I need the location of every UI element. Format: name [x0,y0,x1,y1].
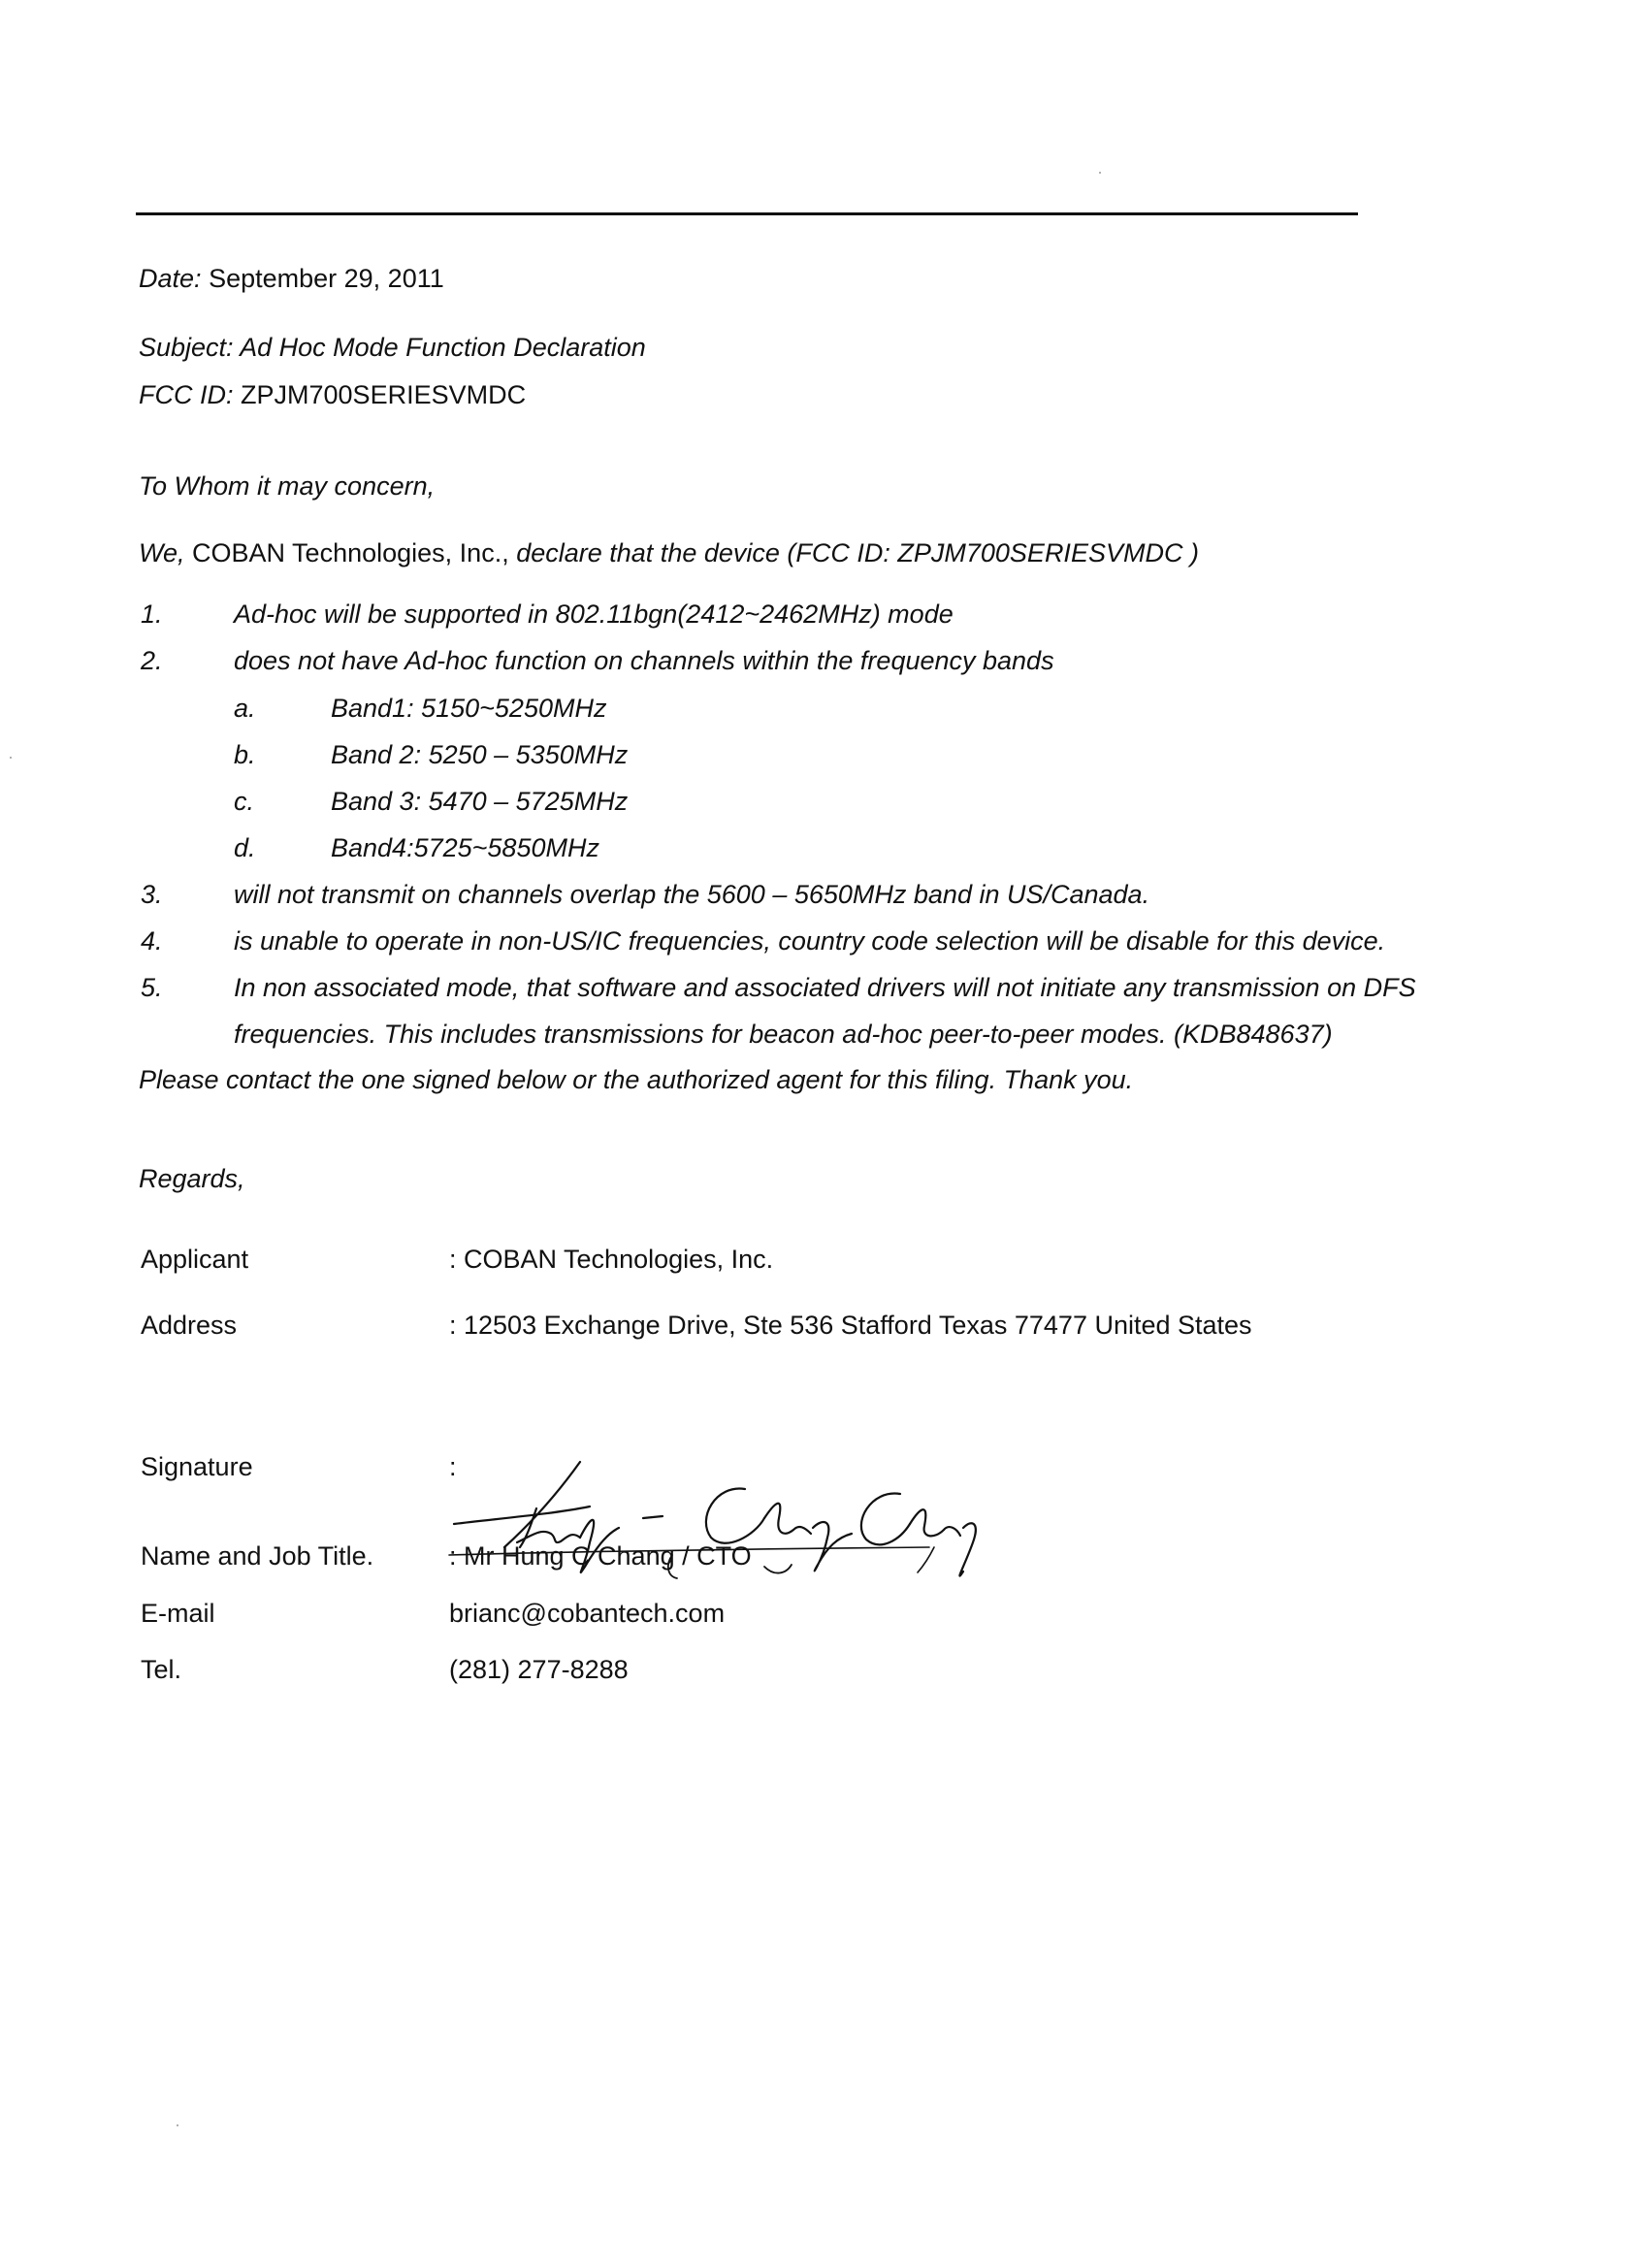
scan-speck [177,2124,178,2126]
item-text-continuation: frequencies. This includes transmissions for beacon ad-hoc peer-to-peer modes. (KDB848637) [234,1020,1333,1049]
band-letter: c. [234,787,255,816]
band-letter: a. [234,694,256,723]
item-text: is unable to operate in non-US/IC frequencies, country code selection will be disable for this device. [234,926,1386,956]
date-label: Date: [139,264,202,293]
intro-company: COBAN Technologies, Inc., [192,538,509,567]
band-letter: d. [234,833,256,862]
subject-line [139,332,646,363]
item-number: 2. [141,646,163,675]
item-text: does not have Ad-hoc function on channels within the frequency bands [234,646,1054,675]
scan-speck [1099,172,1101,174]
handwritten-signature [444,1450,987,1615]
regards: Regards, [139,1164,245,1193]
applicant-label: Applicant [141,1245,249,1274]
date-value: September 29, 2011 [209,264,444,293]
email-label: E-mail [141,1599,215,1628]
band-text: Band 3: 5470 – 5725MHz [331,787,629,816]
signature-label: Signature [141,1452,253,1481]
item-text: Ad-hoc will be supported in 802.11bgn(2412~2462MHz) mode [234,599,954,629]
band-text: Band4:5725~5850MHz [331,833,599,862]
header-rule [136,212,1358,215]
band-text: Band1: 5150~5250MHz [331,694,607,723]
address-value: : 12503 Exchange Drive, Ste 536 Stafford Texas 77477 United States [449,1311,1252,1340]
band-letter: b. [234,740,256,769]
address-label: Address [141,1311,238,1340]
item-text: In non associated mode, that software and associated drivers will not initiate any transmission on DFS [234,973,1416,1002]
scan-speck [10,757,12,759]
fcc-label: FCC ID: [139,380,234,409]
contact-note: Please contact the one signed below or the authorized agent for this filing. Thank you. [139,1065,1134,1094]
item-number: 3. [141,880,163,909]
tel-value: (281) 277-8288 [449,1655,629,1684]
tel-label: Tel. [141,1655,182,1684]
name-title-value: : Mr Hung C Chang / CTO [449,1541,752,1571]
applicant-value: : COBAN Technologies, Inc. [449,1245,774,1274]
date-line [139,263,444,294]
intro-rest: declare that the device (FCC ID: ZPJM700SERIESVMDC ) [516,538,1199,567]
fcc-line [139,379,526,410]
salutation: To Whom it may concern, [139,471,436,501]
name-title-label: Name and Job Title. [141,1541,374,1571]
subject-label: Subject: [139,333,234,362]
intro-line [139,537,1199,568]
fcc-value: ZPJM700SERIESVMDC [241,380,527,409]
signature-colon: : [449,1452,457,1481]
subject-value: Ad Hoc Mode Function Declaration [240,333,646,362]
band-text: Band 2: 5250 – 5350MHz [331,740,629,769]
item-number: 5. [141,973,163,1002]
item-number: 4. [141,926,163,956]
intro-we: We, [139,538,185,567]
email-value[interactable]: brianc@cobantech.com [449,1599,726,1628]
item-text: will not transmit on channels overlap the 5600 – 5650MHz band in US/Canada. [234,880,1150,909]
item-number: 1. [141,599,163,629]
